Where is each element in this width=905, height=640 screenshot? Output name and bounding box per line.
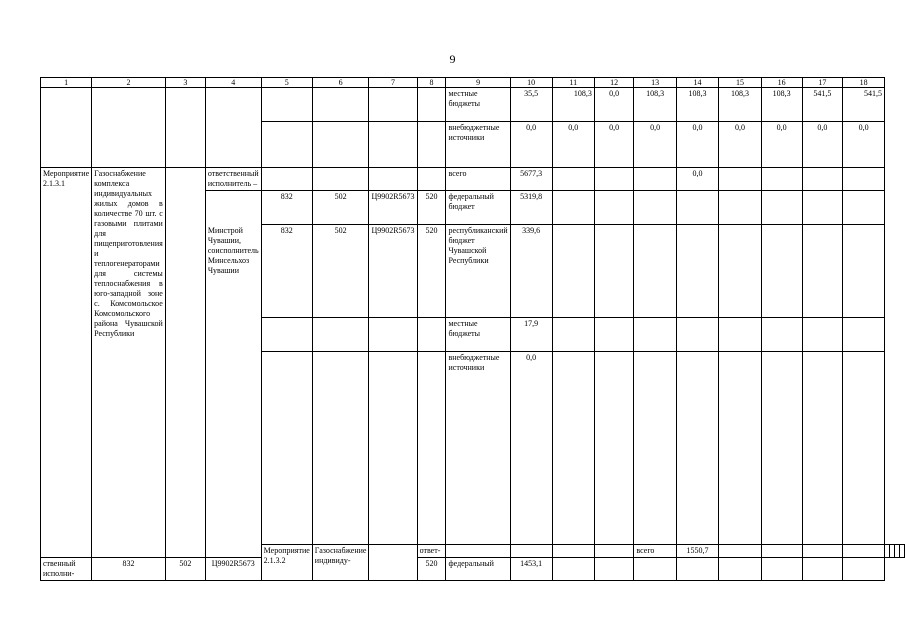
executor-head: ответ-	[417, 545, 446, 558]
grbs-cell: 832	[261, 225, 312, 318]
value-cell: 0,0	[676, 122, 719, 168]
cell	[761, 318, 802, 352]
value-cell: 0,0	[719, 122, 761, 168]
value-cell: 1550,7	[676, 545, 719, 558]
cell	[719, 225, 761, 318]
cell	[719, 191, 761, 225]
cell	[417, 168, 446, 191]
cell	[369, 352, 417, 545]
header-cell: 14	[676, 78, 719, 88]
cell	[552, 352, 594, 545]
cell	[552, 558, 594, 581]
source-cell: всего	[634, 545, 676, 558]
cell	[552, 168, 594, 191]
vr-cell: 520	[417, 191, 446, 225]
value-cell: 0,0	[802, 122, 843, 168]
cell	[719, 352, 761, 545]
cell	[843, 545, 885, 558]
value-cell: 108,3	[634, 88, 676, 122]
source-cell: местные бюджеты	[446, 318, 510, 352]
value-cell: 17,9	[510, 318, 552, 352]
value-cell: 0,0	[676, 168, 719, 191]
value-cell: 0,0	[510, 352, 552, 545]
cell	[417, 318, 446, 352]
cell	[802, 558, 843, 581]
cell	[369, 168, 417, 191]
value-cell: 108,3	[552, 88, 594, 122]
cell	[552, 545, 594, 558]
executor-text: Минстрой Чувашии, соисполнитель Минсельхоз Чувашии	[207, 226, 259, 275]
cell	[761, 225, 802, 318]
header-cell: 1	[41, 78, 92, 88]
cell	[369, 88, 417, 122]
table-row	[41, 168, 905, 191]
cell	[843, 225, 885, 318]
value-cell: 541,5	[843, 88, 885, 122]
measure-title: Газоснабжение индивиду-	[312, 545, 369, 581]
source-cell: местные бюджеты	[446, 88, 510, 122]
value-cell: 108,3	[719, 88, 761, 122]
cell	[634, 558, 676, 581]
grbs-cell: 832	[92, 558, 166, 581]
header-cell: 16	[761, 78, 802, 88]
header-cell: 8	[417, 78, 446, 88]
header-cell: 12	[594, 78, 634, 88]
cell	[843, 318, 885, 352]
cell	[676, 558, 719, 581]
cell	[761, 545, 802, 558]
cell	[261, 122, 312, 168]
cell	[369, 318, 417, 352]
table-row	[41, 558, 905, 581]
cell	[802, 191, 843, 225]
table-row	[41, 88, 905, 122]
cell	[761, 352, 802, 545]
value-cell: 0,0	[761, 122, 802, 168]
source-cell: внебюджетные источники	[446, 352, 510, 545]
cell	[634, 168, 676, 191]
cell	[417, 352, 446, 545]
source-cell: федеральный	[446, 558, 510, 581]
value-cell: 0,0	[594, 88, 634, 122]
cell	[261, 318, 312, 352]
vr-cell: 520	[417, 558, 446, 581]
executor	[205, 191, 261, 558]
cell	[719, 168, 761, 191]
cell	[417, 88, 446, 122]
csr-cell: Ц9902R5673	[205, 558, 261, 581]
rz-cell: 502	[165, 558, 205, 581]
header-cell: 6	[312, 78, 369, 88]
value-cell: 541,5	[802, 88, 843, 122]
cell	[594, 545, 634, 558]
executor-head: ответственный исполнитель –	[205, 168, 261, 191]
cell	[312, 352, 369, 545]
cell	[312, 318, 369, 352]
header-cell: 5	[261, 78, 312, 88]
cell	[676, 191, 719, 225]
rz-cell: 502	[312, 191, 369, 225]
measure-title: Газоснабжение комплекса индивидуальных жилых домов в количестве 70 шт. с газовыми плитами для пищеприготовления и теплогенераторами для системы теплоснабжения в юго-западной зоне с. Комсомольское Комсомольского района Чувашской Республики	[92, 168, 166, 558]
header-cell: 4	[205, 78, 261, 88]
header-cell: 2	[92, 78, 166, 88]
value-cell: 108,3	[676, 88, 719, 122]
cell	[719, 318, 761, 352]
header-cell: 15	[719, 78, 761, 88]
value-cell: 5319,8	[510, 191, 552, 225]
header-cell: 10	[510, 78, 552, 88]
rz-cell: 502	[312, 225, 369, 318]
source-cell: федеральный бюджет	[446, 191, 510, 225]
cell	[634, 352, 676, 545]
source-cell: всего	[446, 168, 510, 191]
cell	[802, 318, 843, 352]
cell	[843, 352, 885, 545]
executor-text: ственный исполни-	[41, 558, 92, 581]
value-cell: 35,5	[510, 88, 552, 122]
cell	[802, 545, 843, 558]
cell	[843, 168, 885, 191]
cell	[594, 225, 634, 318]
cell	[261, 352, 312, 545]
source-cell: республиканский бюджет Чувашской Республики	[446, 225, 510, 318]
cell	[634, 191, 676, 225]
header-cell: 3	[165, 78, 205, 88]
cell	[634, 318, 676, 352]
cell	[802, 225, 843, 318]
cell	[676, 318, 719, 352]
cell	[417, 122, 446, 168]
cell	[369, 545, 417, 581]
value-cell: 0,0	[843, 122, 885, 168]
measure-id: Мероприятие 2.1.3.2	[261, 545, 312, 581]
cell	[261, 88, 312, 122]
cell	[594, 558, 634, 581]
cell	[261, 168, 312, 191]
cell	[92, 88, 166, 168]
source-cell: внебюджетные источники	[446, 122, 510, 168]
cell	[312, 122, 369, 168]
cell	[165, 88, 205, 168]
header-cell: 17	[802, 78, 843, 88]
cell	[312, 88, 369, 122]
header-row	[41, 78, 905, 88]
csr-cell: Ц9902R5673	[369, 225, 417, 318]
cell	[510, 545, 552, 558]
header-cell: 7	[369, 78, 417, 88]
cell	[761, 558, 802, 581]
cell	[761, 191, 802, 225]
cell	[719, 545, 761, 558]
cell	[369, 122, 417, 168]
cell	[552, 318, 594, 352]
value-cell: 108,3	[761, 88, 802, 122]
cell	[843, 191, 885, 225]
value-cell: 0,0	[634, 122, 676, 168]
cell	[676, 352, 719, 545]
header-cell: 13	[634, 78, 676, 88]
value-cell: 5677,3	[510, 168, 552, 191]
header-cell: 11	[552, 78, 594, 88]
header-cell: 18	[843, 78, 885, 88]
cell	[552, 225, 594, 318]
vr-cell: 520	[417, 225, 446, 318]
budget-table	[40, 77, 905, 581]
cell	[205, 88, 261, 168]
value-cell: 0,0	[552, 122, 594, 168]
cell	[900, 545, 905, 558]
value-cell: 0,0	[594, 122, 634, 168]
cell	[719, 558, 761, 581]
csr-cell: Ц9902R5673	[369, 191, 417, 225]
cell	[594, 191, 634, 225]
value-cell: 0,0	[510, 122, 552, 168]
cell	[552, 191, 594, 225]
cell	[802, 168, 843, 191]
cell	[843, 558, 885, 581]
cell	[676, 225, 719, 318]
header-cell: 9	[446, 78, 510, 88]
cell	[165, 168, 205, 558]
cell	[594, 352, 634, 545]
cell	[594, 168, 634, 191]
cell	[41, 88, 92, 168]
value-cell: 1453,1	[510, 558, 552, 581]
cell	[634, 225, 676, 318]
cell	[446, 545, 510, 558]
cell	[802, 352, 843, 545]
grbs-cell: 832	[261, 191, 312, 225]
value-cell: 339,6	[510, 225, 552, 318]
page-number: 9	[449, 52, 456, 66]
cell	[312, 168, 369, 191]
cell	[594, 318, 634, 352]
measure-id: Мероприятие 2.1.3.1	[41, 168, 92, 558]
cell	[761, 168, 802, 191]
